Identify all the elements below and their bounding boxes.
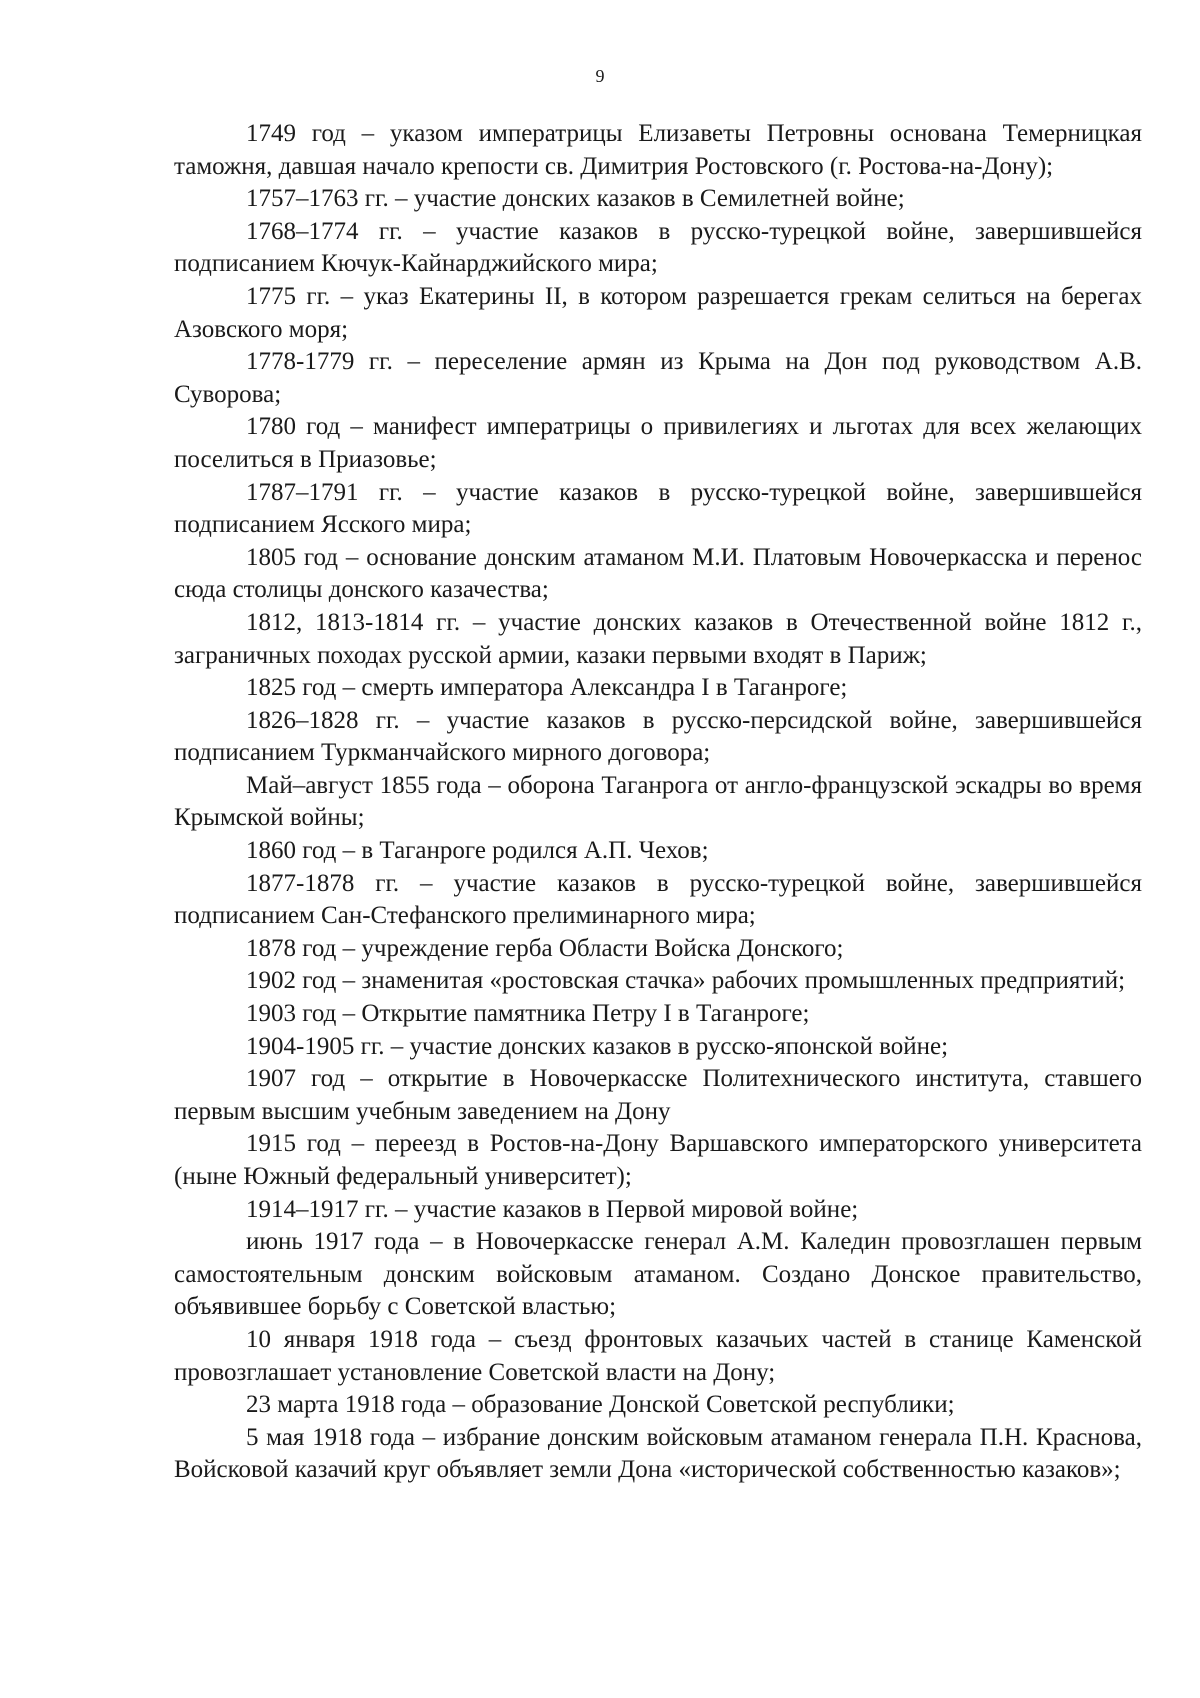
chronology-entry: 1805 год – основание донским атаманом М.И. Платовым Новочеркасска и перенос сюда столицы донского казачества; xyxy=(174,543,1142,604)
chronology-entry: 1904-1905 гг. – участие донских казаков в русско-японской войне; xyxy=(246,1032,949,1060)
chronology-entry: 1902 год – знаменитая «ростовская стачка» рабочих промышленных предприятий; xyxy=(246,967,1126,995)
chronology-entry: 1749 год – указом императрицы Елизаветы Петровны основана Темерницкая таможня, давшая начало крепости св. Димитрия Ростовского (г. Ростова-на-Дону); xyxy=(174,120,1142,180)
chronology-entry: 1826–1828 гг. – участие казаков в русско-персидской войне, завершившейся подписанием Туркманчайского мирного договора; xyxy=(174,706,1142,767)
chronology-entry: 1878 год – учреждение герба Области Войска Донского; xyxy=(246,934,844,962)
chronology-entry: 1812, 1813-1814 гг. – участие донских казаков в Отечественной войне 1812 г., заграничных походах русской армии, казаки первыми входят в Париж; xyxy=(174,608,1142,669)
chronology-entry: 1778-1779 гг. – переселение армян из Крыма на Дон под руководством А.В. Суворова; xyxy=(174,348,1142,408)
chronology-entry: 1914–1917 гг. – участие казаков в Первой мировой войне; xyxy=(246,1195,859,1223)
chronology-entry: 1915 год – переезд в Ростов-на-Дону Варшавского императорского университета (ныне Южный федеральный университет); xyxy=(174,1130,1142,1190)
chronology-entry: 1780 год – манифест императрицы о привилегиях и льготах для всех желающих поселиться в Приазовье; xyxy=(174,413,1142,473)
chronology-entry: 10 января 1918 года – съезд фронтовых казачьих частей в станице Каменской провозглашает установление Советской власти на Дону; xyxy=(174,1325,1142,1386)
chronology-entry: Май–август 1855 года – оборона Таганрога от англо-французской эскадры во время Крымской войны; xyxy=(174,771,1142,832)
chronology-entry: 1768–1774 гг. – участие казаков в русско-турецкой войне, завершившейся подписанием Кючук-Кайнарджийского мира; xyxy=(174,217,1142,278)
chronology-entry: 5 мая 1918 года – избрание донским войсковым атаманом генерала П.Н. Краснова, Войсковой казачий круг объявляет земли Дона «исторической собственностью казаков»; xyxy=(174,1423,1142,1484)
page-number: 9 xyxy=(595,66,605,86)
chronology-entry: 1757–1763 гг. – участие донских казаков в Семилетней войне; xyxy=(246,185,905,213)
chronology-entry: 1903 год – Открытие памятника Петру I в Таганроге; xyxy=(246,1000,810,1028)
chronology-entry: 1787–1791 гг. – участие казаков в русско-турецкой войне, завершившейся подписанием Ясского мира; xyxy=(174,478,1142,539)
chronology-entry: июнь 1917 года – в Новочеркасске генерал А.М. Каледин провозглашен первым самостоятельным донским войсковым атаманом. Создано Донское правительство, объявившее борьбу с Советской властью; xyxy=(174,1228,1142,1321)
chronology-entry: 1877-1878 гг. – участие казаков в русско-турецкой войне, завершившейся подписанием Сан-Стефанского прелиминарного мира; xyxy=(174,869,1142,930)
chronology-entry: 1775 гг. – указ Екатерины II, в котором разрешается грекам селиться на берегах Азовского моря; xyxy=(174,282,1142,343)
chronology-text xyxy=(174,118,1142,1487)
chronology-entry: 1907 год – открытие в Новочеркасске Политехнического института, ставшего первым высшим учебным заведением на Дону xyxy=(174,1065,1142,1125)
chronology-entry: 1825 год – смерть императора Александра I в Таганроге; xyxy=(246,674,848,702)
chronology-entry: 23 марта 1918 года – образование Донской Советской республики; xyxy=(246,1391,955,1419)
chronology-entry: 1860 год – в Таганроге родился А.П. Чехов; xyxy=(246,837,709,865)
